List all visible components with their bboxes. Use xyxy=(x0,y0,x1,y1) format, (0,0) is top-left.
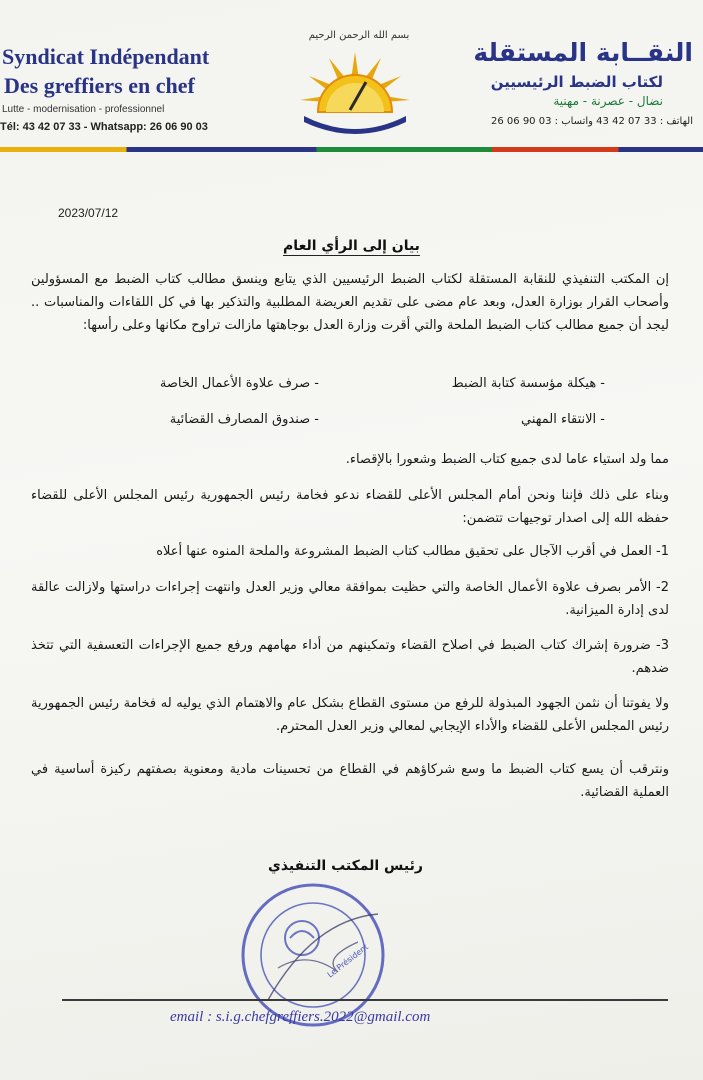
letter-title xyxy=(0,238,703,254)
demand-item: - صرف علاوة الأعمال الخاصة xyxy=(159,376,319,391)
stamp-text: Le Président xyxy=(325,942,370,980)
letter-date: 2023/07/12 xyxy=(58,206,119,220)
basmala: بسم الله الرحمن الرحيم xyxy=(308,30,410,41)
demand-item: - صندوق المصارف القضائية xyxy=(169,412,319,427)
header-french xyxy=(0,44,290,133)
point-item: 1- العمل في أقرب الآجال على تحقيق مطالب كتاب الضبط المشروعة والملحة المنوه عنها أعلاه xyxy=(156,544,669,559)
paragraph-closing-2: ونترقب أن يسع كتاب الضبط ما وسع شركاؤهم في القطاع من تحسينات مادية ومعنوية بصفتهم ركيزة أساسية في العملية القضائية. xyxy=(31,762,669,800)
letter-title-text: بيان إلى الرأي العام xyxy=(283,238,420,254)
signature-title: رئيس المكتب التنفيذي xyxy=(268,858,423,874)
union-logo xyxy=(296,46,414,142)
union-name-ar-line1: النقــابة المستقلة xyxy=(473,38,693,67)
union-motto-ar: نضال - عصرنة - مهنية xyxy=(553,94,663,108)
header-arabic xyxy=(423,38,693,127)
union-contact-fr: Tél: 43 42 07 33 - Whatsapp: 26 06 90 03 xyxy=(0,121,208,133)
union-name-ar-line2: لكتاب الضبط الرئيسيين xyxy=(490,73,663,91)
header-divider xyxy=(0,147,703,152)
union-motto-fr: Lutte - modernisation - professionnel xyxy=(2,104,165,115)
point-item: 2- الأمر بصرف علاوة الأعمال الخاصة والتي حظيت بموافقة معالي وزير العدل وانتهت إجراءات دراستها ولازالت عالقة لدى إدارة الميزانية. xyxy=(31,580,669,618)
paragraph-closing-1: ولا يفوتنا أن نثمن الجهود المبذولة للرفع من مستوى القطاع بشكل عام والاهتمام الذي يوليه له فخامة رئيس الجمهورية رئيس المجلس الأعلى للقضاء والأداء الإيجابي لمعالي وزير العدل المحترم. xyxy=(31,696,669,734)
demand-item: - هيكلة مؤسسة كتابة الضبط xyxy=(451,376,605,391)
union-name-fr-line1: Syndicat Indépendant xyxy=(2,44,210,69)
union-name-fr-line2: Des greffiers en chef xyxy=(4,73,195,98)
demand-item: - الانتقاء المهني xyxy=(520,412,605,427)
union-contact-ar: الهاتف : 33 07 42 43 واتساب : 03 90 06 26 xyxy=(490,116,693,127)
paragraph-consequence: مما ولد استياء عاما لدى جميع كتاب الضبط وشعورا بالإقصاء. xyxy=(345,452,669,467)
contact-email: email : s.i.g.chefgreffiers.2022@gmail.com xyxy=(170,1009,431,1025)
paragraph-appeal: وبناء على ذلك فإننا ونحن أمام المجلس الأعلى للقضاء ندعو فخامة رئيس الجمهورية رئيس المجلس الأعلى للقضاء حفظه الله إلى اصدار توجيهات تتضمن: xyxy=(31,488,669,526)
footer-divider xyxy=(62,999,668,1001)
point-item: 3- ضرورة إشراك كتاب الضبط في اصلاح القضاء وتمكينهم من أداء مهامهم ورفع جميع الإجراءات التعسفية التي تتخذ ضدهم. xyxy=(31,638,669,676)
paragraph-intro: إن المكتب التنفيذي للنقابة المستقلة لكتاب الضبط الرئيسيين الذي يتابع وينسق مطالب كتاب الضبط مع المسؤولين وأصحاب القرار بوزارة العدل، وبعد عام مضى على تقديم العريضة المطلبية والتذكير بها في كل اللقاءات والمناسبات .. ليجد أن جميع مطالب كتاب الضبط الملحة والتي أقرت وزارة العدل بوجاهتها مازالت تراوح مكانها وعلى رأسها: xyxy=(31,272,669,333)
